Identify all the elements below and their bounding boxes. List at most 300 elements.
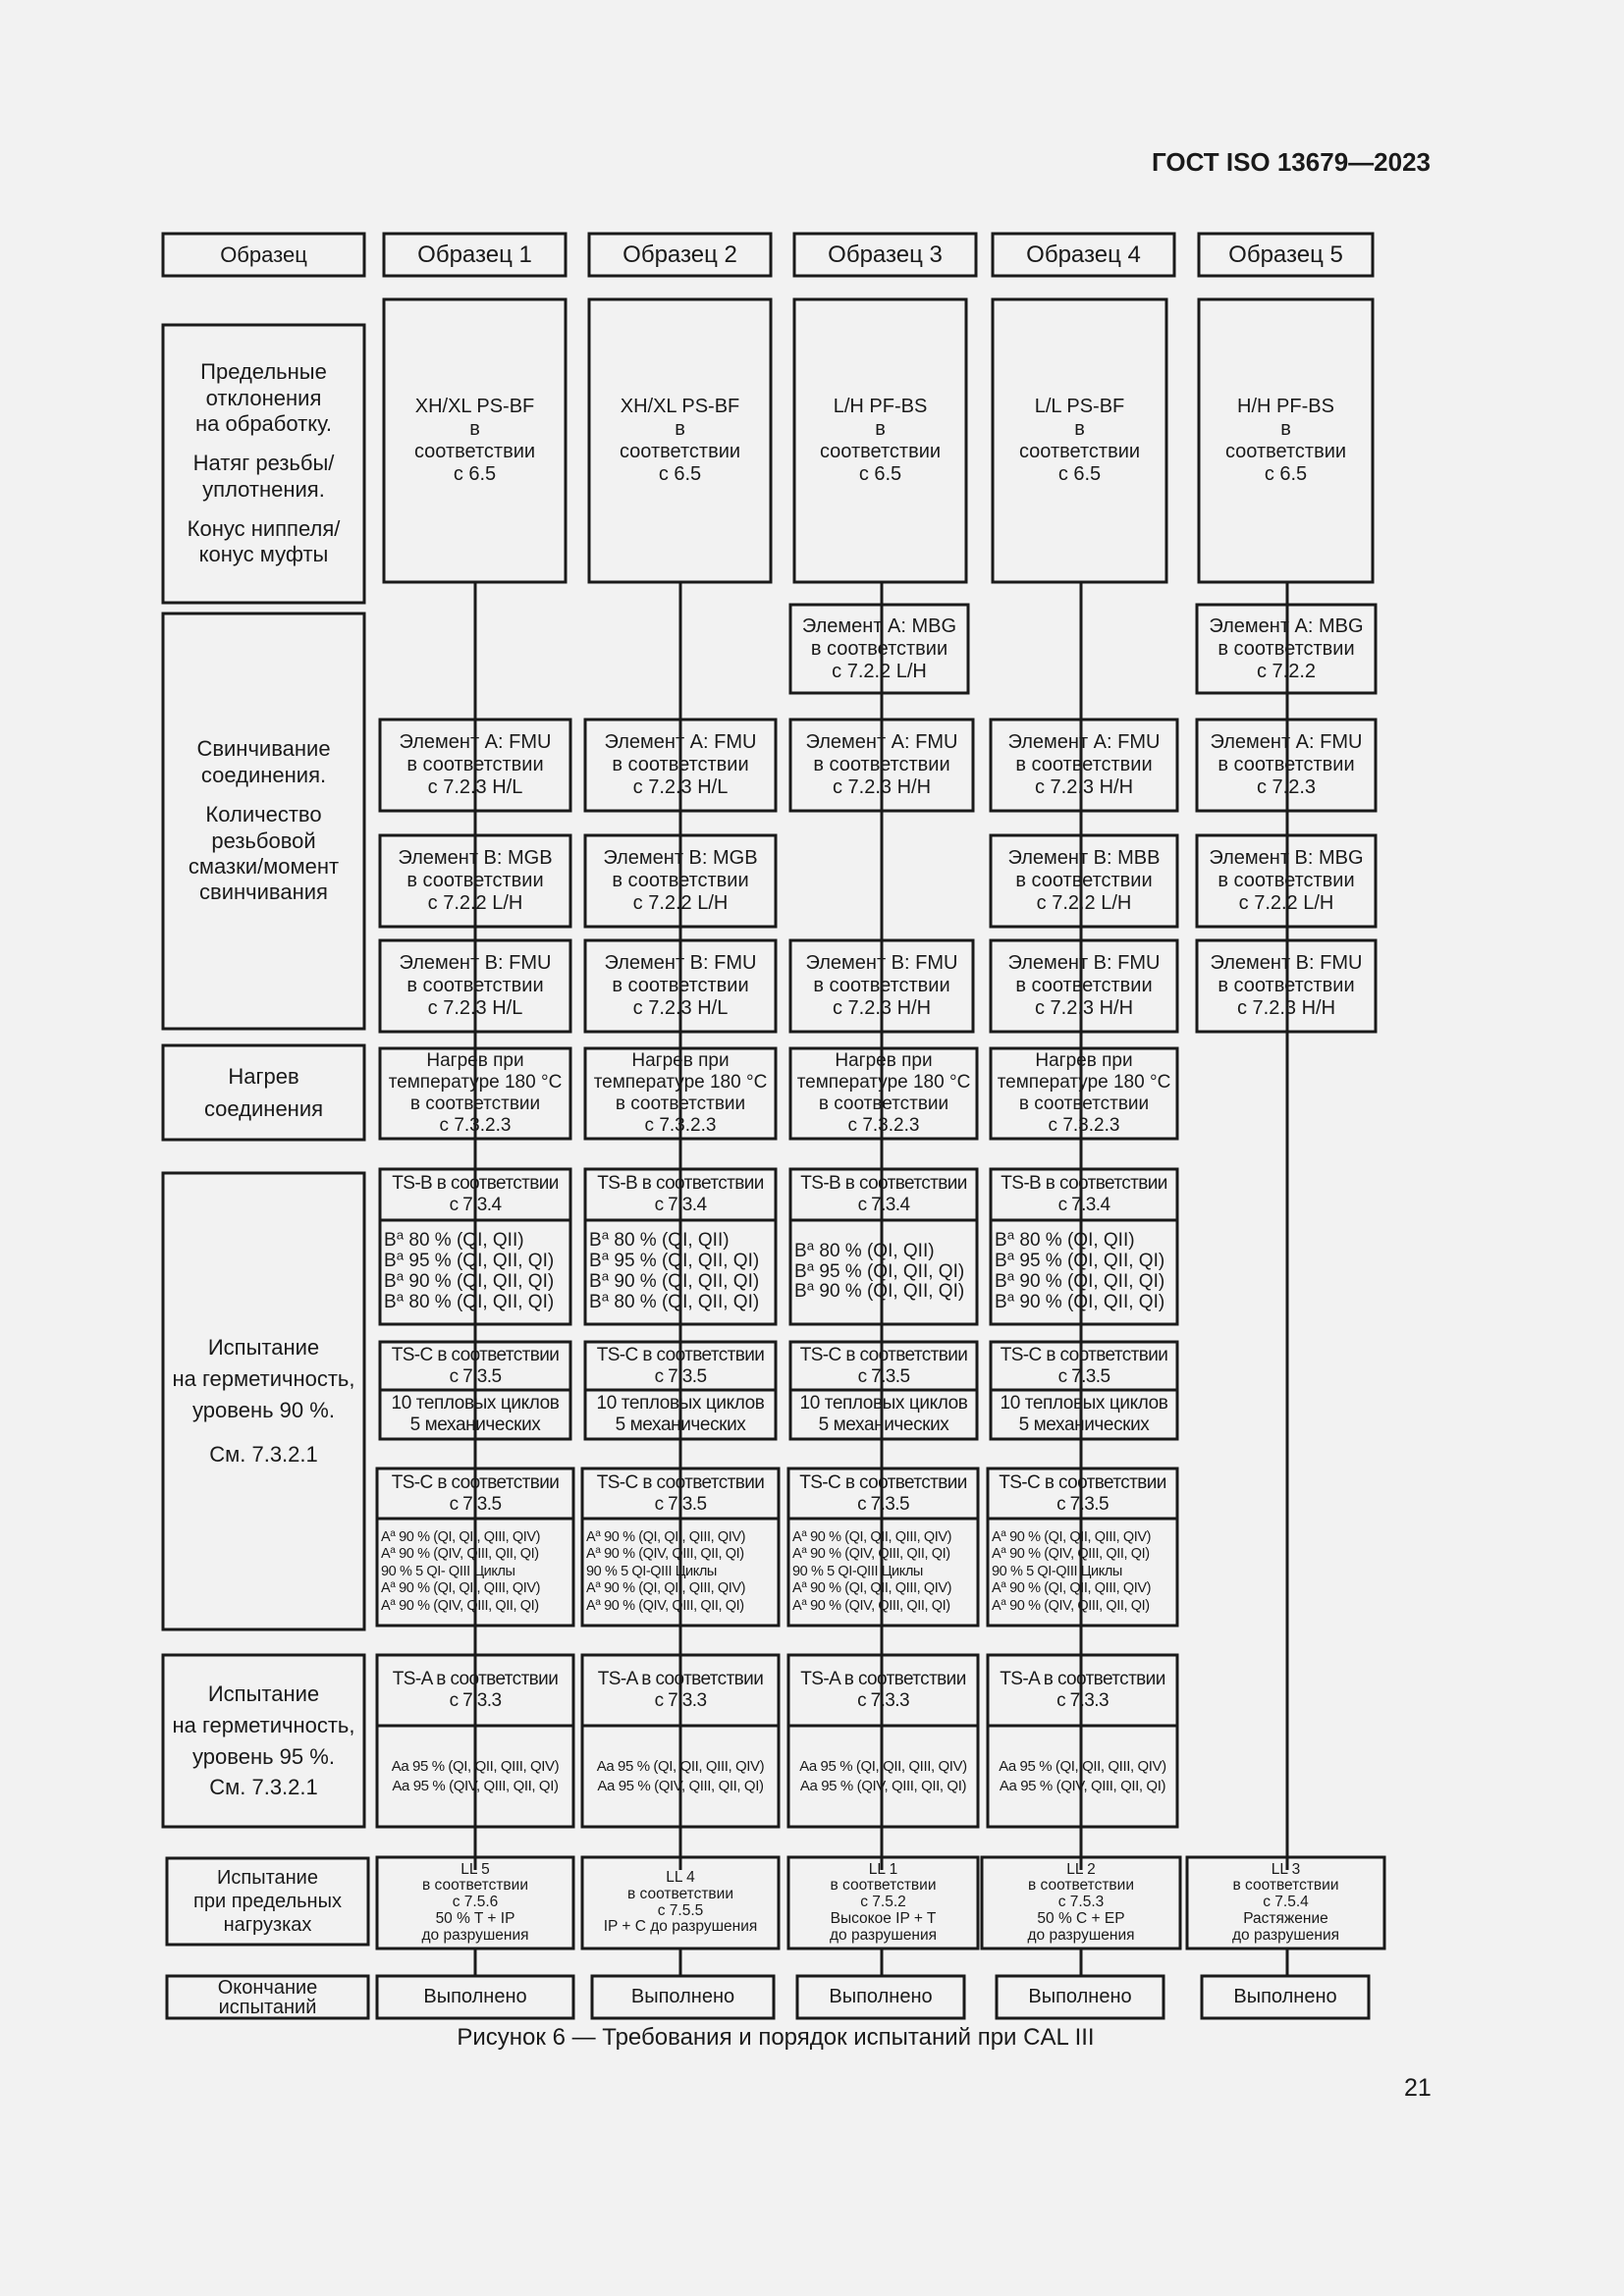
base-letter: A xyxy=(586,1597,596,1614)
text-line: Элемент А: MBG xyxy=(1209,614,1364,637)
text-line: с 7.3.5 xyxy=(654,1493,707,1515)
superscript: a xyxy=(1006,1289,1015,1305)
text-line: с 7.2.3 H/L xyxy=(632,776,729,798)
superscript: a xyxy=(806,1278,815,1294)
text-line xyxy=(995,1227,1135,1252)
sample-header-3 xyxy=(794,234,976,276)
text-line: до разрушения xyxy=(829,1926,937,1944)
text-line: до разрушения xyxy=(421,1926,529,1944)
text-line: Количество xyxy=(205,802,322,828)
element-b-mgb-2 xyxy=(585,835,776,927)
superscript: a xyxy=(601,1268,610,1284)
text-line: в соответствии xyxy=(813,754,950,775)
line-text: 90 % (QI, QII, QI) xyxy=(1014,1271,1165,1292)
text-line xyxy=(384,1289,555,1313)
text-line: с 7.5.5 xyxy=(657,1901,704,1919)
superscript: a xyxy=(396,1227,405,1243)
superscript: a xyxy=(390,1596,396,1608)
tsa-header-4 xyxy=(988,1655,1177,1726)
base-letter: A xyxy=(381,1597,391,1614)
tsc2-body-1 xyxy=(377,1519,573,1626)
text-line xyxy=(586,1580,745,1597)
heating-box-4 xyxy=(991,1048,1177,1139)
text-line: в соответствии xyxy=(406,870,544,891)
line-text: 90 % (QI, QII, QIII, QIV) xyxy=(806,1580,952,1597)
heating-box-2 xyxy=(585,1048,776,1139)
text-line: Aa 95 % (QI, QII, QIII, QIV) xyxy=(596,1758,765,1775)
text-line xyxy=(992,1529,1151,1546)
text-line: Испытание xyxy=(207,1681,320,1706)
element-b-mgb-1 xyxy=(380,835,570,927)
text-line: Нагрев при xyxy=(1035,1050,1133,1072)
text-line xyxy=(586,1564,717,1580)
element-b-mbg-5 xyxy=(1197,835,1376,927)
text-line: с 7.2.2 L/H xyxy=(632,892,729,914)
text-line: с 7.3.5 xyxy=(1057,1365,1110,1387)
tsc2-body-3 xyxy=(788,1519,978,1626)
text-line: Образец xyxy=(220,241,307,267)
text-line: Выполнено xyxy=(1028,1986,1132,2007)
superscript: a xyxy=(601,1289,610,1305)
superscript: a xyxy=(1006,1268,1015,1284)
text-line: соединения xyxy=(203,1096,324,1121)
text-line: Элемент А: MBG xyxy=(801,614,957,637)
element-a-fmu-1 xyxy=(380,720,570,811)
line-text: 80 % (QI, QII) xyxy=(404,1230,524,1252)
tsb-body-4 xyxy=(991,1220,1177,1324)
text-line: с 7.5.4 xyxy=(1263,1894,1309,1911)
tsb-body-3 xyxy=(790,1220,977,1324)
text-line: TS-A в соответствии xyxy=(1000,1669,1165,1690)
text-line: IP + C до разрушения xyxy=(603,1918,758,1936)
text-line: Свинчивание xyxy=(196,736,331,762)
text-line: Нагрев при xyxy=(426,1050,524,1072)
limit-load-box-2 xyxy=(582,1857,779,1949)
text-line: 10 тепловых циклов xyxy=(391,1393,560,1415)
superscript: a xyxy=(390,1527,396,1539)
text-line: LL 3 xyxy=(1271,1860,1301,1878)
text-line: в соответствии xyxy=(612,870,749,891)
text-line: соответствии xyxy=(1224,441,1347,462)
line-text: 90 % (QIV, QIII, QII, QI) xyxy=(600,1597,744,1614)
text-line: L/L PS-BF xyxy=(1034,396,1125,417)
element-b-fmu-3 xyxy=(790,940,973,1032)
row-label-heating xyxy=(163,1045,364,1140)
text-line: соответствии xyxy=(413,441,536,462)
text-line: с 7.3.4 xyxy=(449,1195,502,1215)
text-line: 10 тепловых циклов xyxy=(1000,1393,1168,1415)
text-line: LL 4 xyxy=(666,1869,695,1887)
base-letter: B xyxy=(794,1260,807,1282)
text-line: TS-B в соответствии xyxy=(392,1173,559,1195)
text-line: Окончание xyxy=(217,1976,318,1999)
page-number: 21 xyxy=(1404,2074,1432,2102)
text-line: XH/XL PS-BF xyxy=(414,396,535,417)
text-line: с 7.2.3 H/H xyxy=(832,997,932,1019)
superscript: a xyxy=(1006,1248,1015,1263)
superscript: a xyxy=(1001,1545,1006,1557)
text-line: в соответствии xyxy=(830,1877,937,1895)
text-line: 10 тепловых циклов xyxy=(799,1393,968,1415)
text-line: с 7.3.3 xyxy=(449,1690,502,1711)
text-line: смазки/момент xyxy=(188,853,340,879)
line-text: 95 % (QI, QII, QI) xyxy=(609,1251,760,1272)
text-line xyxy=(381,1598,539,1615)
text-line: См. 7.3.2.1 xyxy=(209,1442,318,1468)
base-letter: A xyxy=(381,1546,391,1563)
text-line: с 7.3.5 xyxy=(1056,1493,1109,1515)
superscript: a xyxy=(806,1257,815,1273)
base-letter: A xyxy=(992,1529,1001,1546)
line-text: 90 % (QI, QII, QI) xyxy=(1014,1291,1165,1312)
text-line xyxy=(792,1580,951,1597)
tsb-body-1 xyxy=(380,1220,570,1324)
text-line: Aa 95 % (QIV, QIII, QII, QI) xyxy=(799,1777,967,1794)
text-line: с 6.5 xyxy=(858,463,902,485)
done-box-5 xyxy=(1202,1976,1369,2018)
text-line: с 7.2.3 H/H xyxy=(1034,776,1134,798)
text-line: при предельных xyxy=(193,1891,342,1912)
line-text: 80 % (QI, QII) xyxy=(609,1230,730,1252)
line-text: 90 % (QI, QII, QIII, QIV) xyxy=(600,1580,746,1597)
text-line: 5 механических xyxy=(409,1415,541,1435)
text-line: уровень 90 %. xyxy=(192,1397,335,1422)
superscript: a xyxy=(595,1545,601,1557)
text-line xyxy=(792,1529,951,1546)
text-line: TS-C в соответствии xyxy=(391,1471,560,1493)
base-letter: B xyxy=(995,1271,1007,1292)
text-line: TS-C в соответствии xyxy=(391,1344,560,1365)
text-line xyxy=(995,1289,1165,1313)
text-line xyxy=(995,1248,1165,1272)
text-line: Натяг резьбы/ xyxy=(192,451,335,476)
text-line: Нагрев xyxy=(228,1064,299,1089)
text-line: в соответствии xyxy=(1018,1094,1150,1114)
base-letter: B xyxy=(995,1291,1007,1312)
base-letter: B xyxy=(794,1240,807,1261)
text-line: с 7.3.3 xyxy=(654,1690,707,1711)
text-line: с 7.3.3 xyxy=(1056,1690,1109,1711)
line-text: 90 % (QIV, QIII, QII, QI) xyxy=(1005,1597,1150,1614)
text-line: TS-B в соответствии xyxy=(1001,1173,1167,1195)
line-text: 90 % 5 QI- QIII Циклы xyxy=(381,1563,515,1579)
tsa-header-3 xyxy=(788,1655,978,1726)
text-line: Элемент А: FMU xyxy=(399,731,552,753)
text-line: Образец 3 xyxy=(828,240,943,268)
text-line: Нагрев при xyxy=(631,1050,730,1072)
text-line: Элемент В: MBB xyxy=(1007,847,1161,869)
text-line: Растяжение xyxy=(1243,1909,1328,1927)
superscript: a xyxy=(1001,1527,1006,1539)
base-letter: B xyxy=(384,1230,397,1252)
text-line: уплотнения. xyxy=(202,476,325,502)
superscript: a xyxy=(801,1527,807,1539)
done-box-4 xyxy=(997,1976,1164,2018)
text-line: с 7.3.4 xyxy=(857,1195,910,1215)
tolerance-box-2 xyxy=(589,299,771,582)
text-line xyxy=(792,1598,950,1615)
text-line: в соответствии xyxy=(1218,975,1355,996)
text-line: с 7.2.2 L/H xyxy=(1036,892,1132,914)
line-text: 90 % (QIV, QIII, QII, QI) xyxy=(395,1597,539,1614)
superscript: a xyxy=(601,1227,610,1243)
text-line: соответствии xyxy=(1018,441,1141,462)
text-line: Выполнено xyxy=(630,1986,735,2007)
row-label-leak-95 xyxy=(163,1655,364,1827)
text-line: конус муфты xyxy=(198,542,329,567)
line-text: 90 % (QI, QII, QIII, QIV) xyxy=(395,1529,541,1546)
tsb-header-3 xyxy=(790,1169,977,1220)
base-letter: B xyxy=(589,1230,602,1252)
text-line: LL 1 xyxy=(868,1860,898,1878)
text-line: до разрушения xyxy=(1231,1926,1339,1944)
text-line xyxy=(792,1546,950,1563)
text-line: Образец 5 xyxy=(1228,240,1343,268)
text-line: Нагрев при xyxy=(835,1050,933,1072)
heating-box-1 xyxy=(380,1048,570,1139)
text-line: температуре 180 °C xyxy=(997,1072,1171,1094)
line-text: 80 % (QI, QII, QI) xyxy=(609,1291,760,1312)
text-line: Конус ниппеля/ xyxy=(187,516,341,542)
line-text: 80 % (QI, QII) xyxy=(1014,1230,1135,1252)
tsc1-header-3 xyxy=(790,1342,977,1390)
text-line: Испытание xyxy=(217,1867,318,1889)
text-line: TS-C в соответствии xyxy=(596,1471,765,1493)
text-line xyxy=(381,1580,540,1597)
text-line: с 7.3.2.3 xyxy=(644,1114,717,1136)
text-line: 10 тепловых циклов xyxy=(596,1393,765,1415)
text-line: в соответствии xyxy=(615,1094,746,1114)
text-line: с 6.5 xyxy=(658,463,702,485)
tsc2-header-3 xyxy=(788,1468,978,1519)
text-line: с 7.3.2.3 xyxy=(847,1114,920,1136)
line-text: 90 % (QI, QII, QI) xyxy=(609,1271,760,1292)
text-line: Выполнено xyxy=(423,1986,527,2007)
text-line: TS-C в соответствии xyxy=(999,1471,1166,1493)
base-letter: A xyxy=(586,1529,596,1546)
row-label-makeup xyxy=(163,614,364,1029)
superscript: a xyxy=(801,1545,807,1557)
text-line: с 7.2.2 L/H xyxy=(832,660,927,682)
text-line xyxy=(384,1248,555,1272)
line-text: 90 % (QI, QII, QIII, QIV) xyxy=(1005,1580,1152,1597)
text-line: в соответствии xyxy=(612,754,749,775)
text-line: температуре 180 °C xyxy=(388,1072,563,1094)
text-line xyxy=(794,1257,965,1283)
line-text: 95 % (QI, QII, QI) xyxy=(1014,1251,1165,1272)
text-line xyxy=(992,1546,1150,1563)
tsc2-header-2 xyxy=(582,1468,779,1519)
line-text: 90 % (QI, QII, QIII, QIV) xyxy=(395,1580,541,1597)
text-line: Элемент В: MBG xyxy=(1209,847,1364,869)
superscript: a xyxy=(595,1527,601,1539)
base-letter: B xyxy=(995,1230,1007,1252)
tsa-body-3 xyxy=(788,1726,978,1827)
superscript: a xyxy=(801,1596,807,1608)
text-line: нагрузках xyxy=(223,1914,312,1936)
tsc2-body-4 xyxy=(988,1519,1177,1626)
text-line: с 7.2.2 L/H xyxy=(1238,892,1334,914)
figure-caption: Рисунок 6 — Требования и порядок испытаний при CAL III xyxy=(457,2024,1095,2051)
text-line: на обработку. xyxy=(194,410,332,436)
text-line: в соответствии xyxy=(818,1094,949,1114)
text-line xyxy=(586,1529,745,1546)
text-line: температуре 180 °C xyxy=(593,1072,768,1094)
base-letter: A xyxy=(586,1580,596,1597)
text-line: 50 % C + EP xyxy=(1037,1909,1125,1927)
base-letter: B xyxy=(589,1251,602,1272)
tsc1-header-1 xyxy=(380,1342,570,1390)
text-line: 5 механических xyxy=(818,1415,949,1435)
base-letter: B xyxy=(794,1281,807,1303)
text-line: Выполнено xyxy=(1233,1986,1337,2007)
text-line: с 7.2.3 H/H xyxy=(1034,997,1134,1019)
limit-load-box-1 xyxy=(377,1857,573,1949)
tolerance-box-3 xyxy=(794,299,966,582)
text-line: Элемент А: FMU xyxy=(1007,731,1161,753)
text-line xyxy=(992,1564,1122,1580)
text-line: с 7.3.4 xyxy=(1057,1195,1110,1215)
text-line: в xyxy=(469,418,480,440)
text-line: температуре 180 °C xyxy=(796,1072,971,1094)
text-line: Образец 1 xyxy=(417,240,532,268)
text-line: Элемент В: FMU xyxy=(805,952,958,974)
text-line xyxy=(794,1278,965,1303)
base-letter: B xyxy=(995,1251,1007,1272)
text-line: Aa 95 % (QIV, QIII, QII, QI) xyxy=(597,1777,764,1794)
text-line: с 7.3.4 xyxy=(654,1195,707,1215)
line-text: 90 % (QIV, QIII, QII, QI) xyxy=(600,1546,744,1563)
superscript: a xyxy=(390,1579,396,1591)
base-letter: A xyxy=(586,1546,596,1563)
text-line: TS-B в соответствии xyxy=(597,1173,764,1195)
text-line: Aa 95 % (QI, QII, QIII, QIV) xyxy=(391,1758,560,1775)
element-a-mbg-5 xyxy=(1197,605,1376,693)
text-line: в соответствии xyxy=(1015,870,1153,891)
text-line: в соответствии xyxy=(612,975,749,996)
text-line xyxy=(384,1268,555,1293)
sample-header-4 xyxy=(993,234,1174,276)
tsa-header-2 xyxy=(582,1655,779,1726)
line-text: 90 % 5 QI-QIII Циклы xyxy=(586,1563,717,1579)
text-line xyxy=(586,1546,744,1563)
text-line: с 7.3.5 xyxy=(857,1365,910,1387)
text-line: с 7.2.3 H/H xyxy=(832,776,932,798)
text-line: соответствии xyxy=(819,441,942,462)
superscript: a xyxy=(595,1596,601,1608)
tsc1-body-4 xyxy=(991,1390,1177,1439)
text-line: с 7.2.2 L/H xyxy=(427,892,523,914)
row-label-leak-90 xyxy=(163,1173,364,1629)
line-text: 90 % (QI, QII, QIII, QIV) xyxy=(806,1529,952,1546)
text-line: Образец 2 xyxy=(623,240,737,268)
done-box-1 xyxy=(377,1976,573,2018)
line-text: 90 % (QI, QII, QIII, QIV) xyxy=(600,1529,746,1546)
sample-header-1 xyxy=(384,234,566,276)
text-line: в соответствии xyxy=(409,1094,541,1114)
superscript: a xyxy=(1001,1579,1006,1591)
text-line: TS-C в соответствии xyxy=(799,1471,967,1493)
superscript: a xyxy=(396,1289,405,1305)
tsa-body-2 xyxy=(582,1726,779,1827)
text-line: в соответствии xyxy=(422,1877,528,1895)
element-a-mbg-3 xyxy=(790,605,968,693)
text-line: TS-A в соответствии xyxy=(392,1669,559,1690)
text-line: с 7.3.3 xyxy=(857,1690,909,1711)
line-text: 95 % (QI, QII, QI) xyxy=(814,1260,965,1282)
text-line: Испытание xyxy=(207,1334,320,1360)
superscript: a xyxy=(801,1579,807,1591)
base-letter: A xyxy=(792,1546,802,1563)
superscript: a xyxy=(806,1238,815,1254)
line-text: 90 % (QIV, QIII, QII, QI) xyxy=(1005,1546,1150,1563)
element-b-mbb-4 xyxy=(991,835,1177,927)
superscript: a xyxy=(1001,1596,1006,1608)
text-line: отклонения xyxy=(205,385,322,410)
superscript: a xyxy=(1006,1227,1015,1243)
element-a-fmu-5 xyxy=(1197,720,1376,811)
base-letter: B xyxy=(384,1271,397,1292)
base-letter: A xyxy=(992,1580,1001,1597)
text-line: свинчивания xyxy=(199,880,328,905)
text-line: в xyxy=(1280,418,1291,440)
line-text: 90 % (QIV, QIII, QII, QI) xyxy=(806,1546,950,1563)
base-letter: B xyxy=(589,1271,602,1292)
done-box-3 xyxy=(797,1976,964,2018)
element-a-fmu-2 xyxy=(585,720,776,811)
text-line: H/H PF-BS xyxy=(1237,396,1334,417)
tsc2-body-2 xyxy=(582,1519,779,1626)
text-line: в соответствии xyxy=(1028,1877,1134,1895)
base-letter: A xyxy=(792,1597,802,1614)
sample-header-5 xyxy=(1199,234,1373,276)
tsa-header-1 xyxy=(377,1655,573,1726)
text-line: Aa 95 % (QI, QII, QIII, QIV) xyxy=(799,1758,967,1775)
done-box-2 xyxy=(592,1976,774,2018)
tsc1-body-2 xyxy=(585,1390,776,1439)
tsa-body-1 xyxy=(377,1726,573,1827)
text-line: 5 механических xyxy=(615,1415,746,1435)
text-line xyxy=(992,1598,1150,1615)
text-line: с 7.2.2 xyxy=(1256,660,1317,682)
text-line: в соответствии xyxy=(1218,870,1355,891)
text-line: в соответствии xyxy=(1218,637,1355,660)
line-text: 90 % (QIV, QIII, QII, QI) xyxy=(806,1597,950,1614)
text-line: Элемент В: FMU xyxy=(1007,952,1161,974)
base-letter: A xyxy=(792,1529,802,1546)
text-line: TS-B в соответствии xyxy=(800,1173,967,1195)
document-header: ГОСТ ISO 13679—2023 xyxy=(1151,147,1431,177)
text-line: Элемент В: FMU xyxy=(399,952,552,974)
text-line: на герметичность, xyxy=(172,1712,355,1737)
text-line: Элемент В: MGB xyxy=(398,847,553,869)
element-a-fmu-3 xyxy=(790,720,973,811)
text-line xyxy=(589,1268,760,1293)
text-line: с 7.5.3 xyxy=(1057,1894,1105,1911)
text-line xyxy=(992,1580,1151,1597)
text-line: TS-C в соответствии xyxy=(596,1344,765,1365)
superscript: a xyxy=(396,1248,405,1263)
text-line: резьбовой xyxy=(211,828,316,853)
base-letter: B xyxy=(384,1291,397,1312)
base-letter: A xyxy=(381,1529,391,1546)
text-line: Выполнено xyxy=(829,1986,933,2007)
tsc1-header-4 xyxy=(991,1342,1177,1390)
text-line: L/H PF-BS xyxy=(833,396,928,417)
tolerance-box-5 xyxy=(1199,299,1373,582)
element-b-fmu-5 xyxy=(1197,940,1376,1032)
text-line xyxy=(995,1268,1165,1293)
